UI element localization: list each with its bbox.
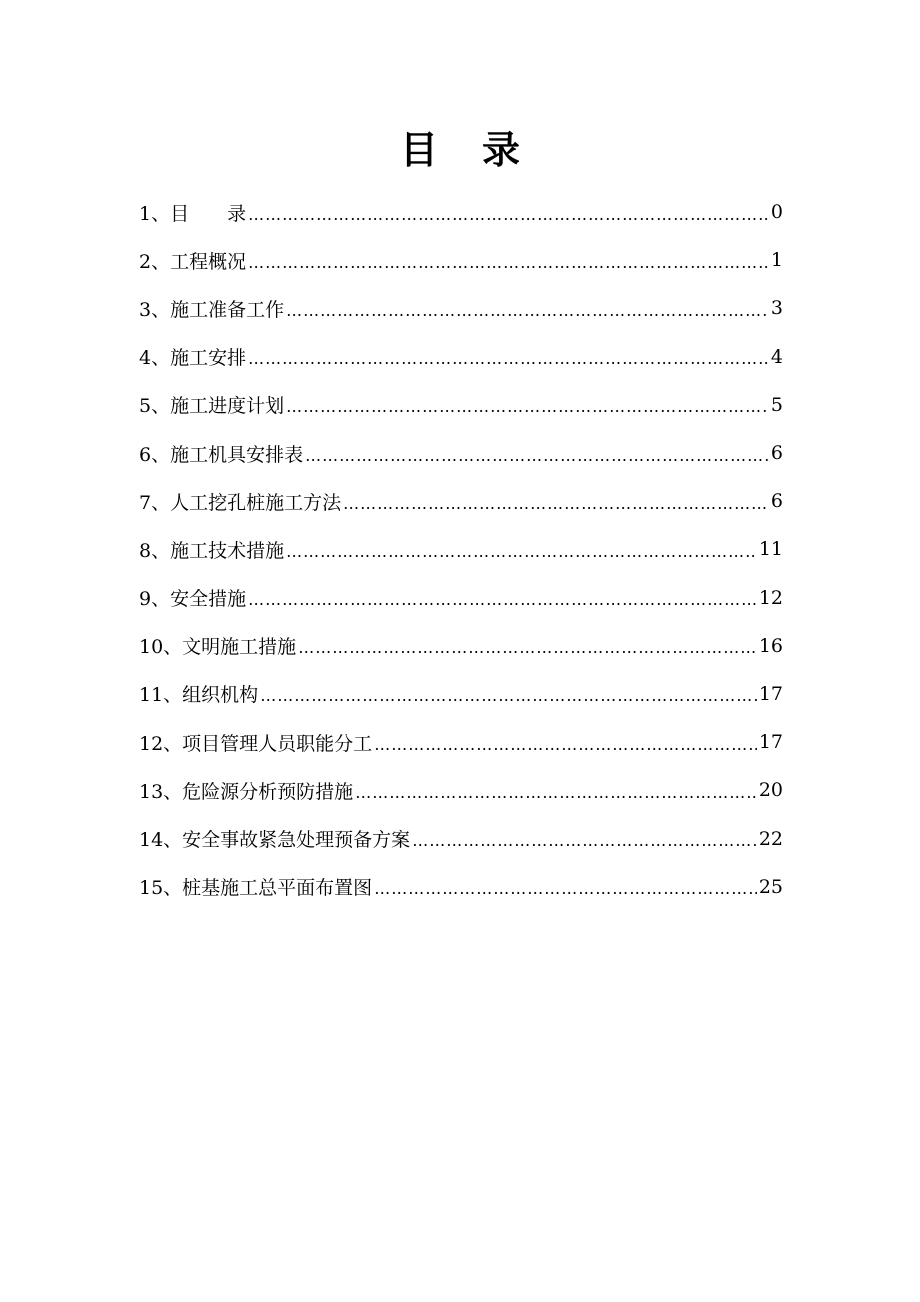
table-of-contents xyxy=(139,188,783,911)
toc-entry-label: 7、人工挖孔桩施工方法 xyxy=(139,491,342,514)
toc-leader-dots xyxy=(248,590,757,609)
toc-entry-page-number: 1 xyxy=(770,249,783,272)
toc-entry-label: 14、安全事故紧急处理预备方案 xyxy=(139,829,411,852)
toc-entry-label: 8、施工技术措施 xyxy=(139,539,285,562)
toc-entry-page-number: 3 xyxy=(770,297,783,320)
toc-entry[interactable] xyxy=(139,188,783,236)
toc-entry-label: 3、施工准备工作 xyxy=(139,298,285,321)
toc-leader-dots xyxy=(343,494,769,513)
toc-leader-dots xyxy=(355,783,757,802)
toc-entry[interactable] xyxy=(139,284,783,332)
toc-entry-label: 4、施工安排 xyxy=(139,347,247,370)
toc-entry[interactable] xyxy=(139,574,783,622)
toc-entry-label: 1、目 录 xyxy=(139,202,247,225)
toc-entry-label: 5、施工进度计划 xyxy=(139,395,285,418)
toc-entry-page-number: 25 xyxy=(758,875,783,898)
toc-entry-label: 10、文明施工措施 xyxy=(139,636,297,659)
toc-entry[interactable] xyxy=(139,718,783,766)
toc-entry-page-number: 20 xyxy=(758,779,783,802)
toc-entry-page-number: 5 xyxy=(770,393,783,416)
toc-leader-dots xyxy=(248,349,769,368)
toc-leader-dots xyxy=(374,879,757,898)
toc-entry-page-number: 12 xyxy=(758,586,783,609)
toc-entry-label: 9、安全措施 xyxy=(139,588,247,611)
toc-leader-dots xyxy=(248,205,769,224)
toc-entry[interactable] xyxy=(139,381,783,429)
toc-leader-dots xyxy=(374,735,757,754)
toc-entry-label: 6、施工机具安排表 xyxy=(139,443,304,466)
toc-entry-label: 12、项目管理人员职能分工 xyxy=(139,732,373,755)
toc-entry-page-number: 17 xyxy=(758,731,783,754)
toc-leader-dots xyxy=(260,686,757,705)
toc-leader-dots xyxy=(286,397,769,416)
toc-leader-dots xyxy=(298,638,757,657)
toc-entry-label: 2、工程概况 xyxy=(139,250,247,273)
toc-entry-page-number: 11 xyxy=(758,538,783,561)
toc-entry-page-number: 17 xyxy=(758,682,783,705)
title-char-1: 目 xyxy=(399,128,438,172)
toc-entry-page-number: 6 xyxy=(770,490,783,513)
toc-leader-dots xyxy=(248,253,769,272)
toc-entry[interactable] xyxy=(139,670,783,718)
toc-leader-dots xyxy=(412,831,757,850)
toc-entry[interactable] xyxy=(139,333,783,381)
toc-entry-page-number: 6 xyxy=(770,442,783,465)
toc-entry-label: 15、桩基施工总平面布置图 xyxy=(139,877,373,900)
toc-leader-dots xyxy=(286,301,769,320)
title-char-2: 录 xyxy=(482,128,521,172)
toc-entry-page-number: 0 xyxy=(770,201,783,224)
toc-entry[interactable] xyxy=(139,236,783,284)
toc-leader-dots xyxy=(305,446,769,465)
toc-entry-page-number: 4 xyxy=(770,345,783,368)
toc-entry[interactable] xyxy=(139,863,783,911)
toc-entry-page-number: 22 xyxy=(758,827,783,850)
toc-entry-label: 13、危险源分析预防措施 xyxy=(139,780,354,803)
toc-entry[interactable] xyxy=(139,525,783,573)
toc-entry[interactable] xyxy=(139,814,783,862)
toc-leader-dots xyxy=(286,542,757,561)
toc-entry[interactable] xyxy=(139,622,783,670)
page-title xyxy=(0,122,920,178)
toc-entry[interactable] xyxy=(139,429,783,477)
toc-entry[interactable] xyxy=(139,477,783,525)
toc-entry-page-number: 16 xyxy=(758,634,783,657)
toc-entry[interactable] xyxy=(139,766,783,814)
toc-entry-label: 11、组织机构 xyxy=(139,684,259,707)
